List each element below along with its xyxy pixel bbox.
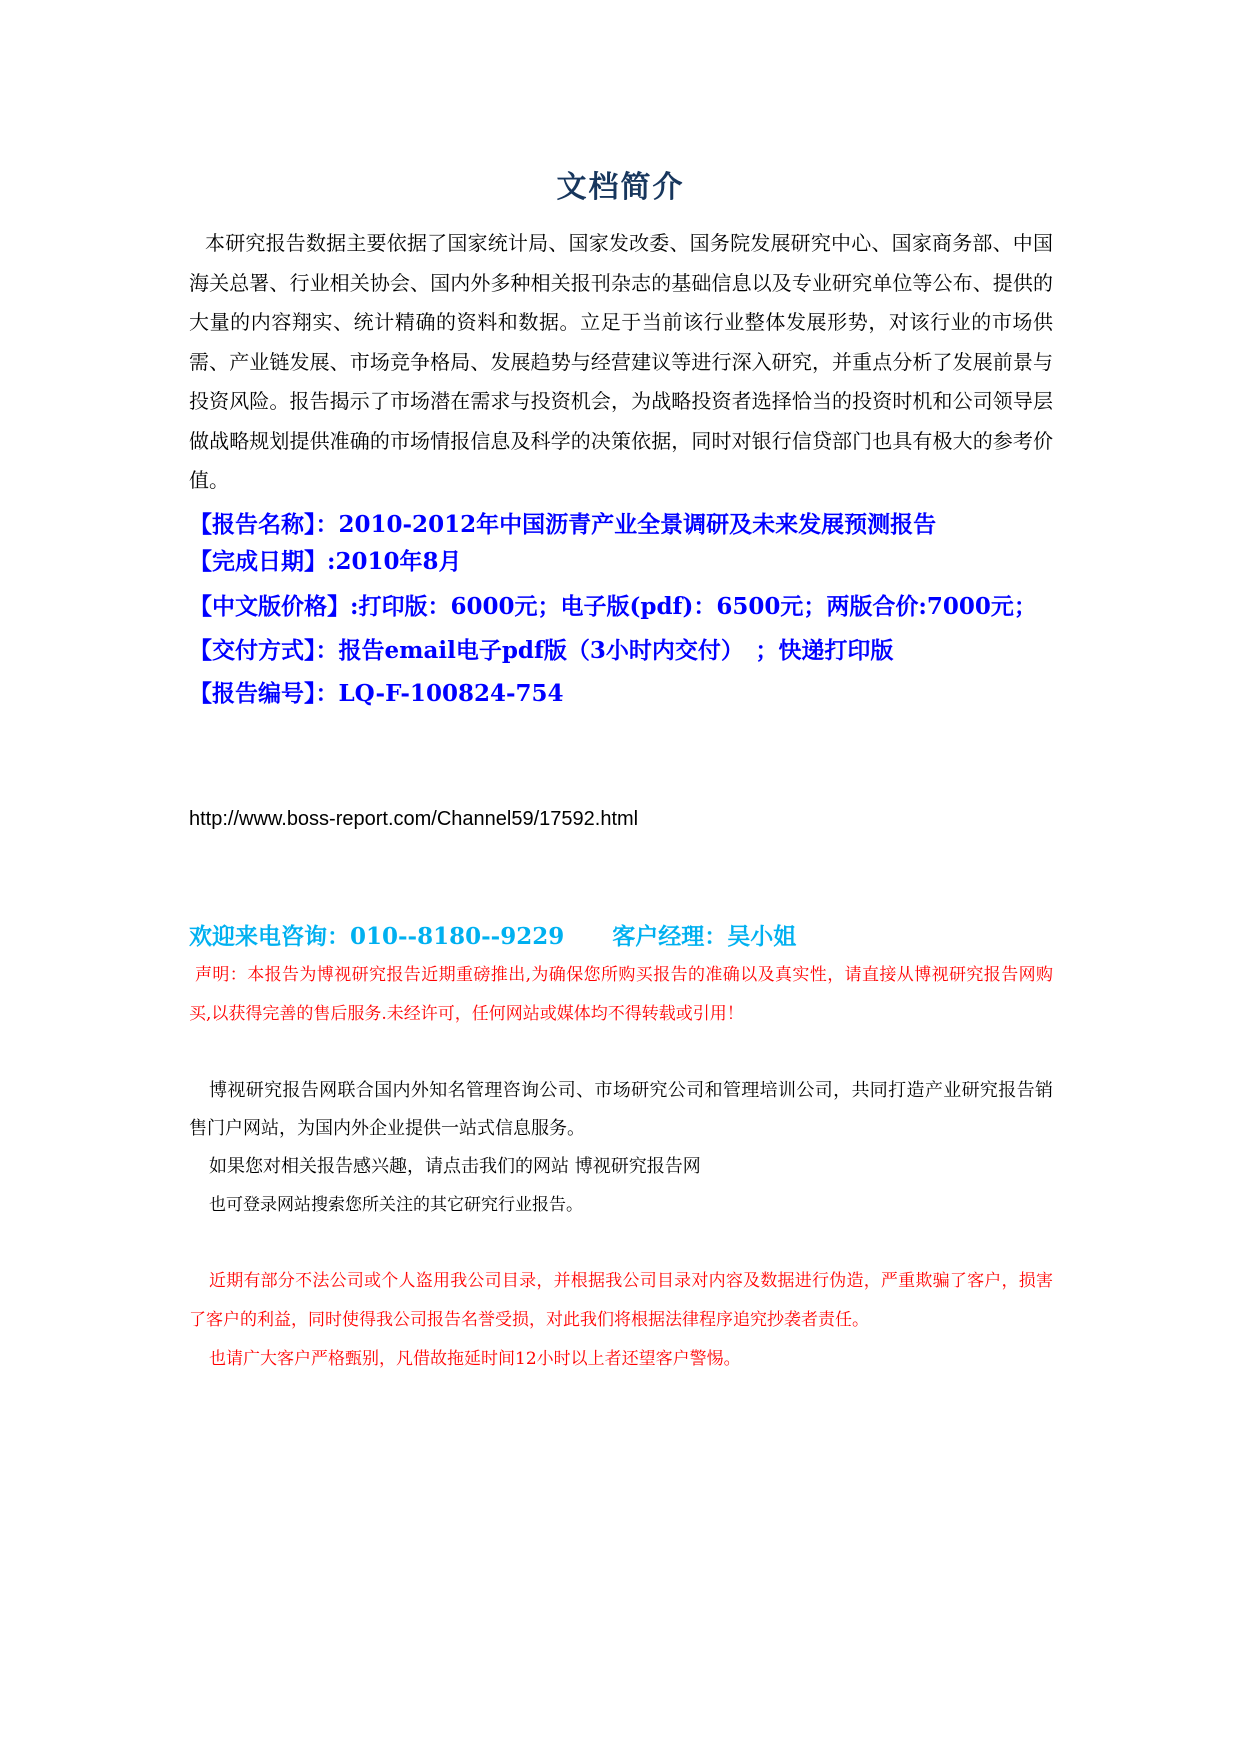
completion-date: 【完成日期】:2010年8月 [189,548,462,575]
intro-paragraph: 本研究报告数据主要依据了国家统计局、国家发改委、国务院发展研究中心、国家商务部、中国海关总署、行业相关协会、国内外多种相关报刊杂志的基础信息以及专业研究单位等公布、提供的大量的内容翔实、统计精确的资料和数据。立足于当前该行业整体发展形势，对该行业的市场供需、产业链发展、市场竞争格局、发展趋势与经营建议等进行深入研究，并重点分析了发展前景与投资风险。报告揭示了市场潜在需求与投资机会，为战略投资者选择恰当的投资时机和公司领导层做战略规划提供准确的市场情报信息及科学的决策依据，同时对银行信贷部门也具有极大的参考价值。 [189,231,1053,492]
contact-manager: 客户经理：吴小姐 [612,923,797,950]
warning-paragraph-2: 也请广大客户严格甄别，凡借故拖延时间12小时以上者还望客户警惕。 [209,1349,741,1369]
price-info: 【中文版价格】:打印版：6000元；电子版(pdf)：6500元；两版合价:7000元； [189,593,1037,620]
report-name: 【报告名称】：2010-2012年中国沥青产业全景调研及未来发展预测报告 [189,511,937,538]
website-prompt[interactable]: 如果您对相关报告感兴趣，请点击我们的网站 博视研究报告网 [209,1156,701,1177]
warning-paragraph: 近期有部分不法公司或个人盗用我公司目录，并根据我公司目录对内容及数据进行伪造，严重欺骗了客户，损害了客户的利益，同时使得我公司报告名誉受损，对此我们将根据法律程序追究抄袭者责任。 [189,1271,1053,1330]
contact-line [189,918,796,951]
search-prompt: 也可登录网站搜索您所关注的其它研究行业报告。 [209,1195,583,1215]
about-paragraph: 博视研究报告网联合国内外知名管理咨询公司、市场研究公司和管理培训公司，共同打造产业研究报告销售门户网站，为国内外企业提供一站式信息服务。 [189,1080,1053,1139]
report-number: 【报告编号】：LQ-F-100824-754 [189,680,564,707]
delivery-method: 【交付方式】：报告email电子pdf版（3小时内交付） ；快递打印版 [189,637,894,664]
report-url-link[interactable]: http://www.boss-report.com/Channel59/17592.html [189,808,639,830]
declaration-paragraph: 声明：本报告为博视研究报告近期重磅推出,为确保您所购买报告的准确以及真实性，请直接从博视研究报告网购买,以获得完善的售后服务.未经许可，任何网站或媒体均不得转载或引用！ [189,965,1053,1024]
page-title: 文档简介 [556,170,685,205]
contact-phone: 欢迎来电咨询：010--8180--9229 [189,923,565,950]
